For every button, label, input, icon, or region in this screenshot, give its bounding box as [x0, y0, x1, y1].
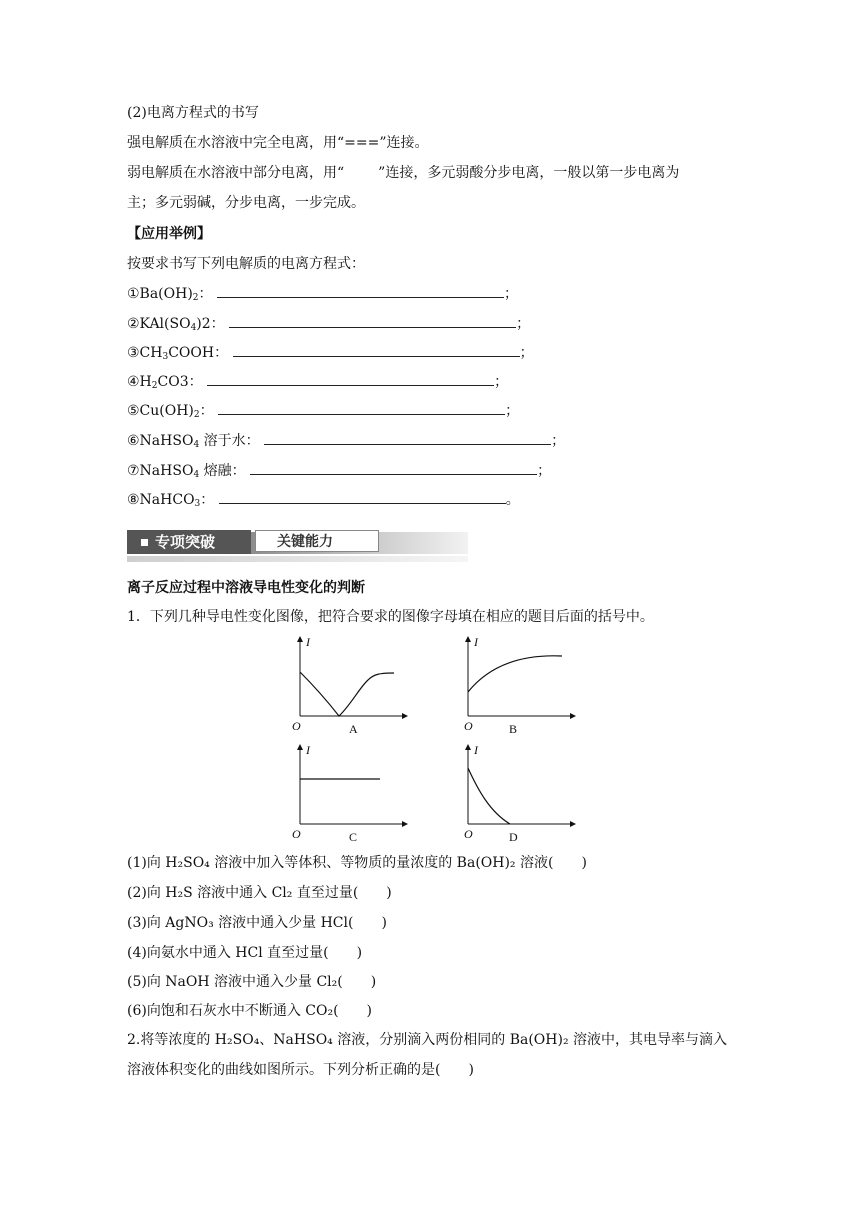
item-colon: COOH： — [168, 345, 229, 361]
axis-label: I — [474, 743, 478, 757]
answer-blank[interactable] — [250, 460, 537, 475]
item-subscript: 4 — [190, 323, 197, 333]
graph-letter: B — [509, 722, 518, 736]
origin-label: O — [292, 719, 301, 733]
y-arrow — [465, 636, 471, 642]
axis-label: I — [306, 635, 310, 649]
weak-electrolyte-text-cont: 主；多元弱碱，分步电离，一步完成。 — [127, 195, 365, 211]
y-arrow — [297, 636, 303, 642]
sub-question-2: (2)向 H₂S 溶液中通入 Cl₂ 直至过量( ) — [127, 885, 392, 901]
x-arrow — [402, 713, 408, 719]
section-heading: (2)电离方程式的书写 — [127, 105, 259, 121]
y-arrow — [297, 744, 303, 750]
equation-item-6 — [127, 430, 565, 451]
equation-item-5 — [127, 400, 519, 421]
item-subscript: 4 — [193, 470, 200, 480]
item-label: ①Ba(OH) — [127, 286, 193, 302]
x-arrow — [402, 821, 408, 827]
banner-left-label: 专项突破 — [155, 533, 216, 551]
item-subscript: 2 — [151, 381, 158, 391]
item-subscript: 2 — [193, 410, 200, 420]
item-colon: ： — [200, 492, 215, 508]
item-colon: ： — [199, 403, 214, 419]
item-label: ⑧NaHCO — [127, 492, 195, 508]
item-colon: 溶于水： — [199, 433, 260, 449]
example-intro: 按要求书写下列电解质的电离方程式： — [127, 256, 365, 272]
curve — [300, 672, 394, 716]
item-end: ； — [516, 316, 531, 332]
x-arrow — [570, 821, 576, 827]
item-label: ⑤Cu(OH) — [127, 403, 194, 419]
item-subscript: 4 — [193, 440, 200, 450]
item-subscript: 3 — [162, 352, 169, 362]
item-colon: ： — [198, 286, 213, 302]
graph-c — [290, 740, 410, 848]
strong-electrolyte-text: 强电解质在水溶液中完全电离，用“===”连接。 — [127, 135, 429, 151]
sub-question-1: (1)向 H₂SO₄ 溶液中加入等体积、等物质的量浓度的 Ba(OH)₂ 溶液( ) — [127, 855, 587, 871]
answer-blank[interactable] — [233, 342, 520, 357]
answer-blank[interactable] — [229, 313, 516, 328]
item-end: ； — [505, 403, 520, 419]
graph-d — [458, 740, 578, 848]
item-end: ； — [551, 433, 566, 449]
equation-item-8 — [127, 489, 520, 510]
banner-square-icon — [141, 539, 148, 546]
graph-letter: C — [349, 830, 358, 844]
section-banner — [127, 528, 468, 562]
item-end: ； — [519, 345, 534, 361]
question-2-line-1: 2.将等浓度的 H₂SO₄、NaHSO₄ 溶液，分别滴入两份相同的 Ba(OH)₂ 溶液中，其电导率与滴入 — [127, 1032, 728, 1048]
weak-text-part-b: ”连接，多元弱酸分步电离，一般以第一步电离为 — [378, 165, 680, 181]
item-end: ； — [494, 374, 509, 390]
item-label: ⑦NaHSO — [127, 463, 194, 479]
graph-a — [290, 632, 410, 740]
item-end: ； — [537, 463, 552, 479]
sub-question-5: (5)向 NaOH 溶液中通入少量 Cl₂( ) — [127, 974, 377, 990]
equation-item-2 — [127, 313, 530, 334]
answer-blank[interactable] — [219, 489, 506, 504]
topic-title: 离子反应过程中溶液导电性变化的判断 — [127, 580, 365, 596]
weak-text-part-a: 弱电解质在水溶液中部分电离，用“ — [127, 165, 345, 181]
answer-blank[interactable] — [218, 400, 505, 415]
curve — [468, 656, 562, 692]
example-title: 【应用举例】 — [127, 226, 211, 242]
sub-question-6: (6)向饱和石灰水中不断通入 CO₂( ) — [127, 1003, 373, 1019]
axis-label: I — [306, 743, 310, 757]
equation-item-1 — [127, 283, 518, 304]
y-arrow — [465, 744, 471, 750]
equation-item-4 — [127, 371, 508, 392]
item-end: ； — [503, 286, 518, 302]
axis-label: I — [474, 635, 478, 649]
x-arrow — [570, 713, 576, 719]
sub-question-4: (4)向氨水中通入 HCl 直至过量( ) — [127, 945, 363, 961]
origin-label: O — [464, 719, 473, 733]
curve — [468, 768, 510, 824]
item-label: ②KAl(SO — [127, 316, 191, 332]
item-label: ③CH — [127, 345, 163, 361]
item-colon: )2： — [196, 316, 225, 332]
item-colon: CO3： — [157, 374, 203, 390]
graph-letter: A — [349, 722, 358, 736]
item-label: ⑥NaHSO — [127, 433, 194, 449]
banner-shadow — [127, 556, 468, 562]
question-1-stem: 1．下列几种导电性变化图像，把符合要求的图像字母填在相应的题目后面的括号中。 — [127, 609, 654, 625]
origin-label: O — [292, 827, 301, 841]
answer-blank[interactable] — [217, 283, 504, 298]
graph-letter: D — [509, 830, 518, 844]
item-subscript: 2 — [192, 293, 199, 303]
answer-blank[interactable] — [207, 371, 494, 386]
equation-item-3 — [127, 342, 534, 363]
sub-question-3: (3)向 AgNO₃ 溶液中通入少量 HCl( ) — [127, 915, 387, 931]
equation-item-7 — [127, 460, 551, 481]
question-2-line-2: 溶液体积变化的曲线如图所示。下列分析正确的是( ) — [127, 1062, 474, 1078]
item-subscript: 3 — [194, 499, 201, 509]
graph-b — [458, 632, 578, 740]
weak-electrolyte-text — [127, 163, 679, 183]
origin-label: O — [464, 827, 473, 841]
item-label: ④H — [127, 374, 152, 390]
item-end: 。 — [505, 492, 520, 508]
item-colon: 熔融： — [199, 463, 246, 479]
banner-right-label: 关键能力 — [277, 534, 333, 550]
answer-blank[interactable] — [264, 430, 551, 445]
